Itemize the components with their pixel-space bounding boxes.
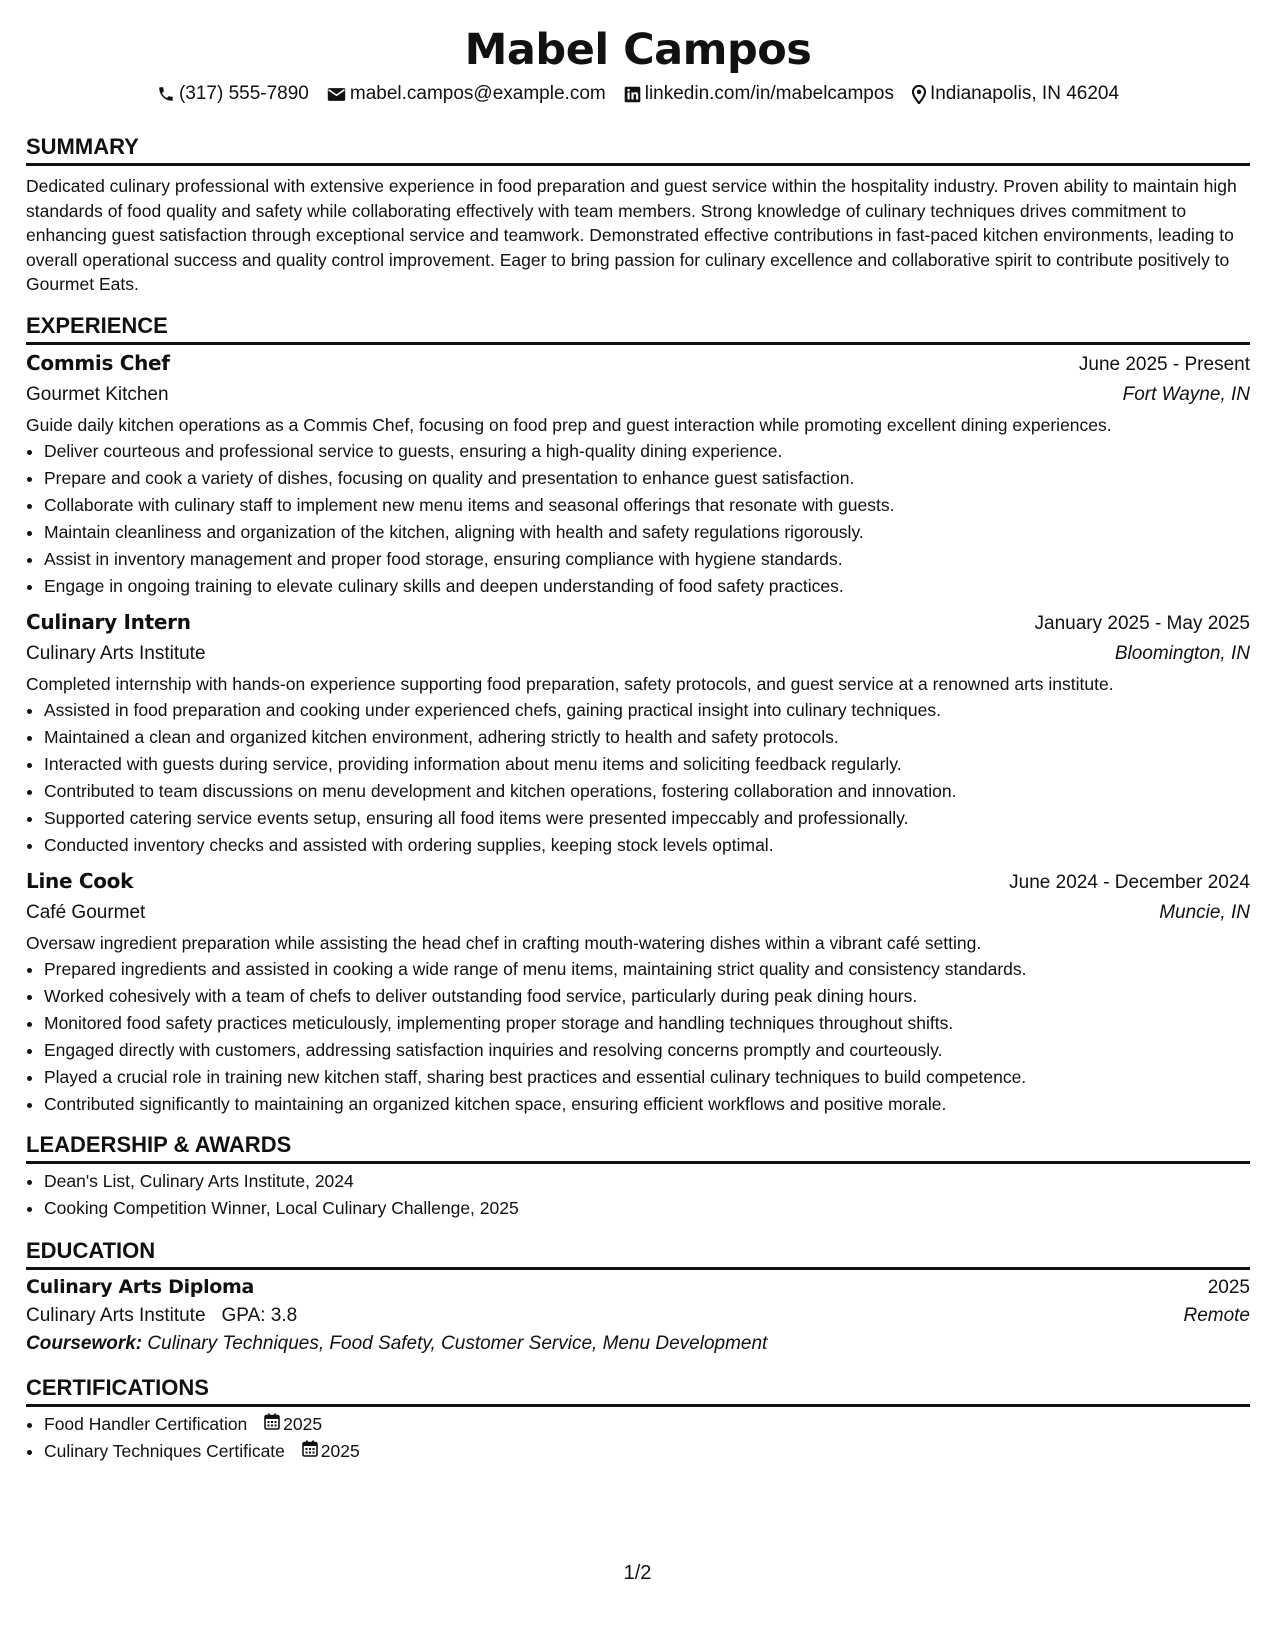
list-item: • Cooking Competition Winner, Local Culinary Challenge, 2025 [44,1195,1250,1222]
certification-date: 2025 [283,1413,323,1434]
coursework-text: Culinary Techniques, Food Safety, Customer Service, Menu Development [147,1332,768,1354]
job-dates: January 2025 - May 2025 [1034,612,1250,634]
job-company: Culinary Arts Institute [26,642,206,664]
contact-phone [157,82,309,106]
job-location: Bloomington, IN [1114,642,1250,664]
job-description: Oversaw ingredient preparation while assisting the head chef in crafting mouth-watering dishes within a vibrant café setting. [26,932,982,953]
certification-name: Food Handler Certification [44,1413,248,1434]
section-title-education: EDUCATION [26,1236,1250,1270]
section-title-summary: SUMMARY [26,132,1250,166]
contact-location [912,82,1119,106]
experience-section [26,311,1250,1118]
job-location: Fort Wayne, IN [1122,383,1250,405]
map-pin-icon [912,85,926,104]
phone-icon [157,85,175,103]
job-company: Gourmet Kitchen [26,383,169,405]
gpa: GPA: 3.8 [221,1304,298,1326]
list-item: • Contributed significantly to maintaining an organized kitchen space, ensuring efficient workflows and positive morale. [44,1091,1250,1118]
awards-list [26,1168,1250,1222]
certification-date: 2025 [320,1440,360,1461]
section-title-certifications: CERTIFICATIONS [26,1373,1250,1407]
summary-text: Dedicated culinary professional with extensive experience in food preparation and guest service within the hospitality industry. Proven ability to maintain high standards of food quality and safety while collaborating effectively with team members. Strong knowledge of culinary techniques drives commitment to enhancing guest satisfaction through exceptional service and teamwork. Demonstrated effective contributions in fast-paced kitchen environments, leading to overall operational success and quality control improvement. Eager to bring passion for culinary excellence and collaborative spirit to contribute positively to Gourmet Eats. [26,176,1237,294]
list-item [44,1438,1250,1465]
linkedin-text[interactable]: linkedin.com/in/mabelcampos [644,83,894,104]
list-item: • Dean's List, Culinary Arts Institute, 2024 [44,1168,1250,1195]
list-item: • Contributed to team discussions on menu development and kitchen operations, fostering collaboration and innovation. [44,778,1250,805]
education-location: Remote [1183,1304,1250,1326]
list-item: • Engaged directly with customers, addressing satisfaction inquiries and resolving concerns promptly and courteously. [44,1037,1250,1064]
location-text: Indianapolis, IN 46204 [929,83,1120,104]
education-section [26,1236,1250,1355]
linkedin-icon [624,86,641,103]
job-dates: June 2024 - December 2024 [1009,871,1250,893]
list-item: • Interacted with guests during service, providing information about menu items and soliciting feedback regularly. [44,751,1250,778]
contact-linkedin[interactable] [624,82,894,106]
coursework-label: Coursework: [26,1332,143,1354]
list-item: • Worked cohesively with a team of chefs to deliver outstanding food service, particularly during peak dining hours. [44,983,1250,1010]
job-entry [26,351,1250,600]
envelope-icon [327,87,346,102]
job-title: Culinary Intern [26,609,191,634]
list-item: • Maintain cleanliness and organization of the kitchen, aligning with health and safety regulations rigorously. [44,519,1250,546]
list-item: • Assisted in food preparation and cooking under experienced chefs, gaining practical insight into culinary techniques. [44,697,1250,724]
job-dates: June 2025 - Present [1078,353,1250,375]
list-item: • Supported catering service events setup, ensuring all food items were presented impeccably and professionally. [44,805,1250,832]
section-title-leadership: LEADERSHIP & AWARDS [26,1130,1250,1164]
resume-page [26,0,1250,1465]
job-title: Line Cook [26,868,134,893]
contact-bar [26,82,1250,106]
list-item: • Engage in ongoing training to elevate culinary skills and deepen understanding of food safety practices. [44,573,1250,600]
list-item: • Played a crucial role in training new kitchen staff, sharing best practices and essential culinary techniques to build competence. [44,1064,1250,1091]
list-item: • Deliver courteous and professional service to guests, ensuring a high-quality dining experience. [44,438,1250,465]
calendar-icon [302,1438,318,1465]
list-item: • Conducted inventory checks and assisted with ordering supplies, keeping stock levels optimal. [44,832,1250,859]
job-title: Commis Chef [26,350,170,375]
candidate-name: Mabel Campos [464,25,812,75]
contact-email[interactable] [327,82,606,106]
job-entry [26,610,1250,859]
list-item [44,1411,1250,1438]
job-description: Guide daily kitchen operations as a Commis Chef, focusing on food prep and guest interaction while promoting excellent dining experiences. [26,414,1112,435]
job-bullets [26,697,1250,859]
institution: Culinary Arts Institute [26,1304,206,1326]
phone-text: (317) 555-7890 [178,83,309,104]
job-location: Muncie, IN [1159,901,1250,923]
job-description: Completed internship with hands-on experience supporting food preparation, safety protocols, and guest service at a renowned arts institute. [26,673,1114,694]
job-bullets [26,438,1250,600]
job-company: Café Gourmet [26,901,146,923]
email-text[interactable]: mabel.campos@example.com [349,83,606,104]
list-item: • Assist in inventory management and proper food storage, ensuring compliance with hygiene standards. [44,546,1250,573]
list-item: • Maintained a clean and organized kitchen environment, adhering strictly to health and safety protocols. [44,724,1250,751]
graduation-year: 2025 [1207,1276,1250,1298]
list-item: • Prepared ingredients and assisted in cooking a wide range of menu items, maintaining strict quality and consistency standards. [44,956,1250,983]
list-item: • Prepare and cook a variety of dishes, focusing on quality and presentation to enhance guest satisfaction. [44,465,1250,492]
list-item: • Collaborate with culinary staff to implement new menu items and seasonal offerings that resonate with guests. [44,492,1250,519]
section-title-experience: EXPERIENCE [26,311,1250,345]
certifications-section [26,1373,1250,1465]
calendar-icon [264,1411,280,1438]
certification-name: Culinary Techniques Certificate [44,1440,285,1461]
job-entry [26,869,1250,1118]
coursework [26,1333,1250,1355]
certifications-list [26,1411,1250,1465]
summary-section [26,132,1250,297]
education-entry [26,1276,1250,1355]
degree: Culinary Arts Diploma [26,1275,255,1298]
job-bullets [26,956,1250,1118]
list-item: • Monitored food safety practices meticulously, implementing proper storage and handling techniques throughout shifts. [44,1010,1250,1037]
leadership-section [26,1130,1250,1222]
page-number: 1/2 [623,1562,652,1584]
